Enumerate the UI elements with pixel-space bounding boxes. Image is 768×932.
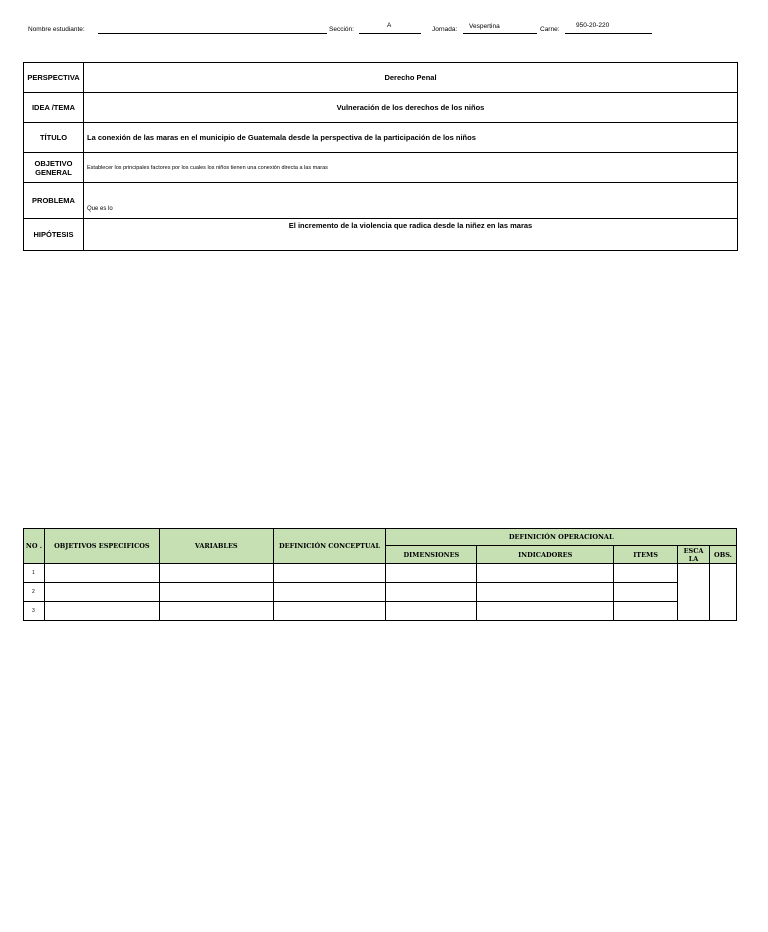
header-def-operacional: DEFINICIÓN OPERACIONAL <box>386 529 737 546</box>
row-number: 2 <box>24 583 45 602</box>
header-dimensiones: DIMENSIONES <box>386 546 477 564</box>
cell-def-conceptual[interactable] <box>273 564 386 583</box>
row-value[interactable]: Vulneración de los derechos de los niños <box>84 93 738 123</box>
cell-dimension[interactable] <box>386 564 477 583</box>
header-obs: OBS. <box>709 546 736 564</box>
jornada-label: Jornada: <box>432 26 458 33</box>
carne-value: 950-20-220 <box>576 22 610 29</box>
jornada-value: Vespertina <box>469 23 500 30</box>
table-row <box>24 153 738 183</box>
cell-obs[interactable] <box>709 564 736 621</box>
row-label: PROBLEMA <box>24 183 84 219</box>
cell-objetivo[interactable] <box>44 564 159 583</box>
research-summary-table <box>23 62 738 251</box>
table-row <box>24 583 737 602</box>
table-row <box>24 219 738 251</box>
row-number: 1 <box>24 564 45 583</box>
cell-item[interactable] <box>614 583 678 602</box>
header-variables: VARIABLES <box>159 529 273 564</box>
cell-dimension[interactable] <box>386 602 477 621</box>
row-label: HIPÓTESIS <box>24 219 84 251</box>
cell-item[interactable] <box>614 602 678 621</box>
header-indicadores: INDICADORES <box>477 546 614 564</box>
header-objetivos: OBJETIVOS ESPECIFICOS <box>44 529 159 564</box>
cell-objetivo[interactable] <box>44 583 159 602</box>
operationalization-table <box>23 528 737 621</box>
cell-objetivo[interactable] <box>44 602 159 621</box>
cell-def-conceptual[interactable] <box>273 583 386 602</box>
row-number: 3 <box>24 602 45 621</box>
row-value[interactable]: La conexión de las maras en el municipio de Guatemala desde la perspectiva de la participación de los niños <box>84 123 738 153</box>
table-row <box>24 93 738 123</box>
header-escala: ESCA LA <box>678 546 710 564</box>
table-row <box>24 183 738 219</box>
student-name-field[interactable] <box>98 26 327 34</box>
cell-indicador[interactable] <box>477 583 614 602</box>
carne-label: Carne: <box>540 26 560 33</box>
cell-variable[interactable] <box>159 602 273 621</box>
cell-escala[interactable] <box>678 564 710 621</box>
row-label: IDEA /TEMA <box>24 93 84 123</box>
cell-variable[interactable] <box>159 564 273 583</box>
row-label: PERSPECTIVA <box>24 63 84 93</box>
row-label: TÍTULO <box>24 123 84 153</box>
section-label: Sección: <box>329 26 354 33</box>
table-row <box>24 63 738 93</box>
cell-item[interactable] <box>614 564 678 583</box>
cell-def-conceptual[interactable] <box>273 602 386 621</box>
cell-indicador[interactable] <box>477 564 614 583</box>
table-row <box>24 602 737 621</box>
row-value[interactable]: Que es lo <box>84 183 738 219</box>
student-name-label: Nombre estudiante: <box>28 26 85 33</box>
row-value[interactable]: El incremento de la violencia que radica desde la niñez en las maras <box>84 219 738 251</box>
header-items: ITEMS <box>614 546 678 564</box>
section-value: A <box>387 22 392 29</box>
cell-indicador[interactable] <box>477 602 614 621</box>
table-row <box>24 123 738 153</box>
row-label: OBJETIVO GENERAL <box>24 153 84 183</box>
row-value[interactable]: Derecho Penal <box>84 63 738 93</box>
table-row <box>24 564 737 583</box>
row-value[interactable]: Establecer los principales factores por los cuales los niños tienen una conexión directa a las maras <box>84 153 738 183</box>
cell-dimension[interactable] <box>386 583 477 602</box>
cell-variable[interactable] <box>159 583 273 602</box>
header-no: NO . <box>24 529 45 564</box>
header-def-conceptual: DEFINICIÓN CONCEPTUAL <box>273 529 386 564</box>
